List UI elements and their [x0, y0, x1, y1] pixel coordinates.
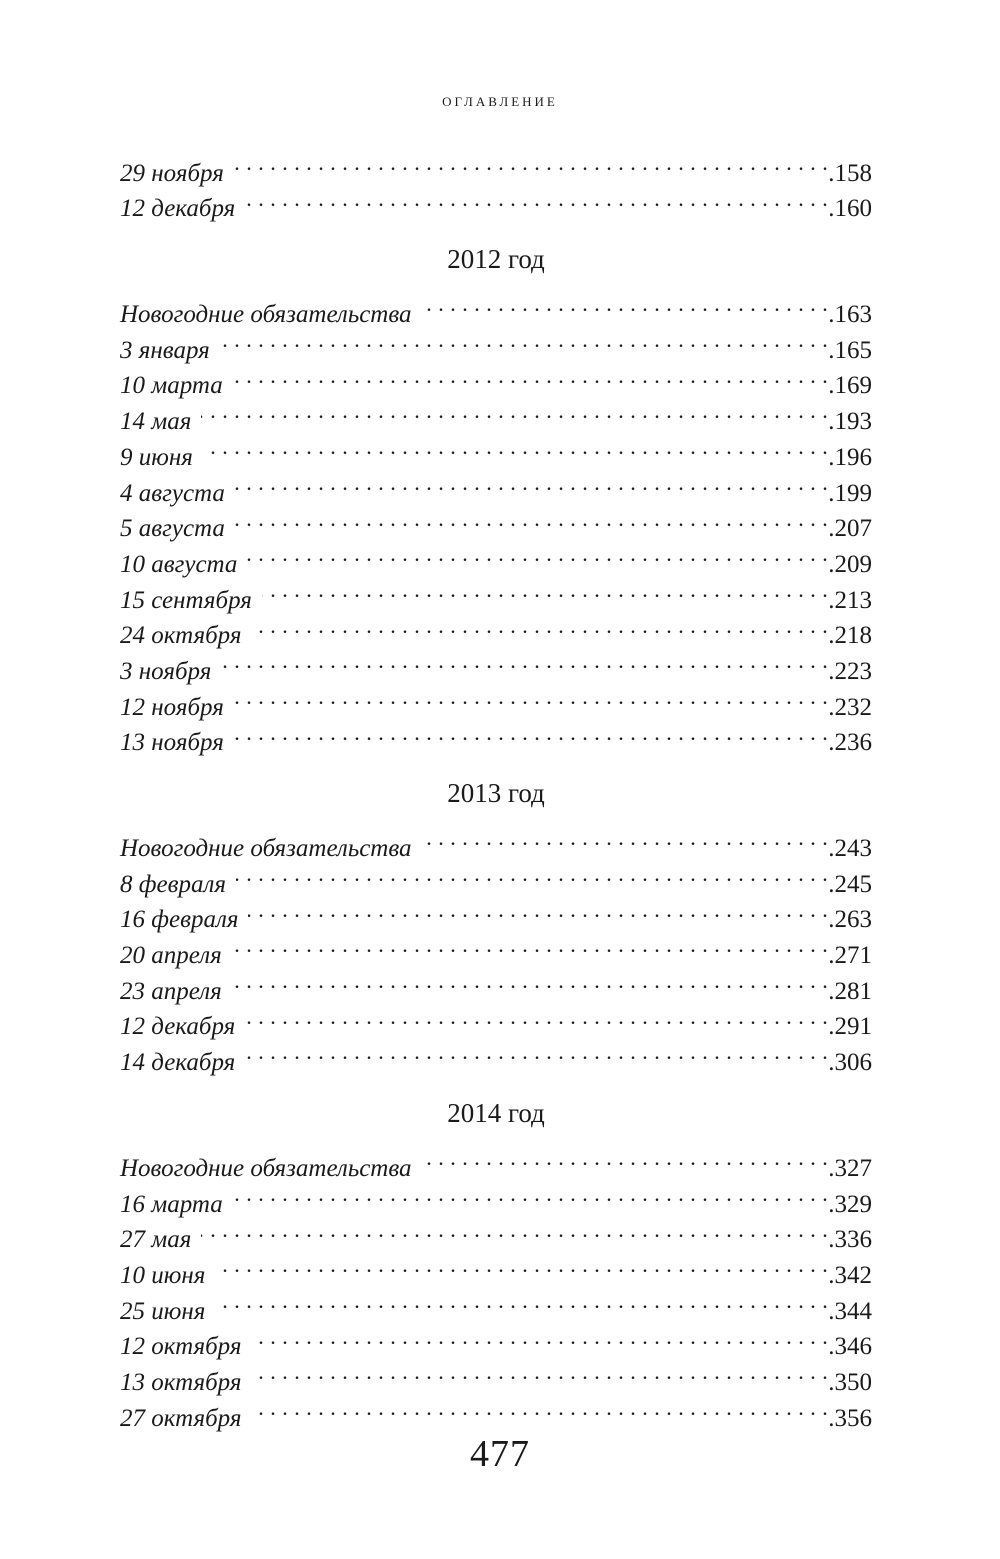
- toc-entry: [120, 679, 872, 721]
- toc-entry-label: 3 января: [120, 336, 210, 364]
- toc-entry: [120, 1176, 872, 1218]
- dot-leader: [251, 1390, 828, 1426]
- toc-entry-label: 3 ноября: [120, 657, 212, 685]
- dot-leader: [215, 1283, 828, 1319]
- toc-entry-label: 10 августа: [120, 550, 238, 578]
- toc-entry-page: .213: [828, 586, 872, 614]
- toc-entry-page: .306: [828, 1049, 872, 1077]
- page-number: 477: [470, 1433, 530, 1475]
- toc-entry-label: 14 декабря: [120, 1049, 236, 1077]
- toc-entry-label: 5 августа: [120, 515, 225, 543]
- dot-leader: [422, 286, 829, 322]
- dot-leader: [203, 429, 828, 465]
- toc-entry-page: .165: [828, 336, 872, 364]
- dot-leader: [201, 393, 828, 429]
- dot-leader: [234, 679, 828, 715]
- toc-entry: [120, 820, 872, 862]
- toc-entry-label: 24 октября: [120, 622, 242, 650]
- dot-leader: [422, 1140, 829, 1176]
- dot-leader: [251, 1319, 828, 1355]
- toc-entry-page: .236: [828, 729, 872, 757]
- toc-entry: [120, 429, 872, 471]
- toc-entry-label: Новогодние обязательства: [120, 1154, 412, 1182]
- toc-entry-label: 13 октября: [120, 1368, 242, 1396]
- toc-entry-page: .193: [828, 408, 872, 436]
- toc-entry-page: .160: [828, 195, 872, 223]
- toc-entry-page: .218: [828, 622, 872, 650]
- dot-leader: [245, 181, 828, 217]
- toc-entry-label: Новогодние обязательства: [120, 301, 412, 329]
- dot-leader: [245, 1034, 828, 1070]
- dot-leader: [236, 856, 828, 892]
- toc-entry-label: 25 июня: [120, 1297, 206, 1325]
- dot-leader: [233, 358, 829, 394]
- toc-entry-page: .327: [828, 1154, 872, 1182]
- dot-leader: [235, 465, 828, 501]
- toc-entry: [120, 145, 872, 187]
- toc-entry: [120, 1247, 872, 1289]
- toc-entry-label: 12 ноября: [120, 693, 224, 721]
- toc-entry-page: .232: [828, 693, 872, 721]
- section-title: 2013 год: [447, 778, 545, 809]
- dot-leader: [234, 145, 828, 181]
- dot-leader: [422, 820, 829, 856]
- toc-entry-label: 4 августа: [120, 479, 225, 507]
- toc-entry-page: .243: [828, 835, 872, 862]
- toc-entry: [120, 927, 872, 970]
- toc-entry-page: .356: [828, 1404, 872, 1432]
- toc-entry-page: .281: [828, 977, 872, 1005]
- toc-entry-page: .342: [828, 1261, 872, 1289]
- toc-entry-page: .158: [828, 159, 872, 187]
- toc-entry-label: 9 июня: [120, 443, 193, 471]
- toc-entry: [120, 358, 872, 400]
- toc-entry: [120, 1319, 872, 1361]
- toc-entry-page: .196: [828, 443, 872, 471]
- dot-leader: [220, 322, 829, 358]
- section-title: 2012 год: [447, 244, 545, 275]
- toc-entry: [120, 1212, 872, 1254]
- toc-entry-page: .223: [828, 657, 872, 685]
- dot-leader: [248, 892, 828, 928]
- toc-entry-page: .344: [828, 1297, 872, 1325]
- toc-entry-label: 12 декабря: [120, 195, 236, 223]
- toc-entry-label: 8 февраля: [120, 870, 226, 898]
- dot-leader: [245, 999, 828, 1035]
- dot-leader: [221, 643, 828, 679]
- toc-entry: [120, 286, 872, 329]
- toc-entry-label: 15 сентября: [120, 586, 252, 614]
- toc-entry-label: 27 мая: [120, 1226, 192, 1254]
- dot-leader: [251, 608, 828, 644]
- toc-entry: [120, 999, 872, 1041]
- dot-leader: [262, 572, 828, 608]
- toc-entry-page: .209: [828, 550, 872, 578]
- dot-leader: [233, 1176, 829, 1212]
- toc-entry: [120, 465, 872, 507]
- dot-leader: [232, 963, 829, 999]
- toc-entry-page: .336: [828, 1226, 872, 1254]
- toc-entry-label: 20 апреля: [120, 942, 222, 970]
- toc-entry: [120, 1140, 872, 1182]
- toc-entry-label: 10 марта: [120, 372, 223, 400]
- toc-entry-page: .271: [828, 942, 872, 970]
- toc-entry-page: .329: [828, 1190, 872, 1218]
- toc-entry-label: 16 февраля: [120, 906, 239, 934]
- dot-leader: [232, 927, 829, 963]
- toc-entry-label: 10 июня: [120, 1261, 206, 1289]
- toc-entry: [120, 393, 872, 436]
- toc-entry-label: 27 октября: [120, 1404, 242, 1432]
- toc-entry-label: 12 октября: [120, 1333, 242, 1361]
- toc-entry-page: .199: [828, 479, 872, 507]
- toc-entry-page: .263: [828, 906, 872, 934]
- toc-entry-label: 29 ноября: [120, 159, 224, 187]
- dot-leader: [201, 1212, 828, 1248]
- toc-entry-label: Новогодние обязательства: [120, 835, 412, 862]
- running-head: оглавление: [442, 90, 558, 111]
- section-title: 2014 год: [447, 1098, 545, 1129]
- toc-entry-label: 16 марта: [120, 1190, 223, 1218]
- toc-entry-page: .291: [828, 1013, 872, 1041]
- toc-entry: [120, 322, 872, 364]
- toc-entry: [120, 963, 872, 1005]
- toc-entry-label: 13 ноября: [120, 729, 224, 757]
- toc-entry: [120, 1283, 872, 1325]
- toc-entry-page: .169: [828, 372, 872, 400]
- toc-entry-label: 14 мая: [120, 408, 192, 436]
- table-of-contents: [120, 145, 872, 1432]
- toc-entry-page: .350: [828, 1368, 872, 1396]
- dot-leader: [235, 501, 828, 537]
- dot-leader: [234, 715, 828, 751]
- toc-entry-label: 12 декабря: [120, 1013, 236, 1041]
- toc-entry-page: .163: [828, 301, 872, 329]
- toc-entry-label: 23 апреля: [120, 977, 222, 1005]
- dot-leader: [251, 1354, 828, 1390]
- toc-entry-page: .207: [828, 515, 872, 543]
- toc-entry: [120, 643, 872, 685]
- toc-entry-page: .245: [828, 870, 872, 898]
- dot-leader: [247, 536, 828, 572]
- toc-entry-page: .346: [828, 1333, 872, 1361]
- dot-leader: [215, 1247, 828, 1283]
